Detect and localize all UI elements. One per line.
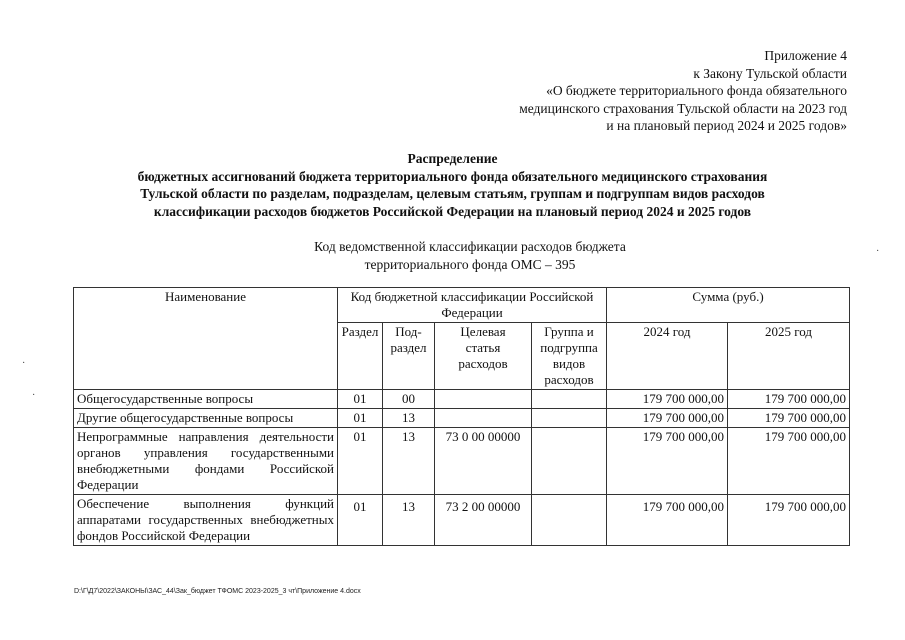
header-group: Группа и подгруппа видов расходов bbox=[532, 323, 607, 390]
appendix-line: медицинского страхования Тульской области на 2023 год bbox=[519, 100, 847, 116]
header-sum: Сумма (руб.) bbox=[607, 288, 850, 323]
table-row bbox=[74, 428, 850, 495]
title-line: Распределение bbox=[407, 151, 498, 166]
title-line: Тульской области по разделам, подразделам, целевым статьям, группам и подгруппам видов расходов bbox=[140, 186, 765, 201]
document-title bbox=[0, 150, 905, 220]
header-classification: Код бюджетной классификации Российской Федерации bbox=[338, 288, 607, 323]
table-header-row bbox=[74, 288, 850, 323]
row-amount-2025: 179 700 000,00 bbox=[728, 390, 850, 409]
row-group bbox=[532, 495, 607, 546]
row-name: Непрограммные направления деятельности органов управления государственными внебюджетными фондами Российской Федерации bbox=[74, 428, 338, 495]
row-target: 73 2 00 00000 bbox=[435, 495, 532, 546]
scan-speck: · bbox=[876, 246, 880, 257]
header-target: Целевая статья расходов bbox=[435, 323, 532, 390]
row-target bbox=[435, 390, 532, 409]
row-name: Общегосударственные вопросы bbox=[74, 390, 338, 409]
table-row bbox=[74, 390, 850, 409]
appendix-line: Приложение 4 bbox=[764, 48, 847, 63]
row-target bbox=[435, 409, 532, 428]
row-section: 01 bbox=[338, 495, 383, 546]
row-subsection: 13 bbox=[383, 495, 435, 546]
header-2024: 2024 год bbox=[607, 323, 728, 390]
row-subsection: 13 bbox=[383, 409, 435, 428]
department-code bbox=[0, 238, 905, 273]
row-target: 73 0 00 00000 bbox=[435, 428, 532, 495]
budget-table bbox=[73, 287, 850, 546]
scan-speck: · bbox=[32, 390, 36, 401]
row-section: 01 bbox=[338, 390, 383, 409]
department-code-line: Код ведомственной классификации расходов бюджета bbox=[314, 239, 626, 254]
row-section: 01 bbox=[338, 409, 383, 428]
header-section: Раздел bbox=[338, 323, 383, 390]
row-name: Обеспечение выполнения функций аппаратами государственных внебюджетных фондов Российской Федерации bbox=[74, 495, 338, 546]
row-amount-2024: 179 700 000,00 bbox=[607, 390, 728, 409]
row-amount-2025: 179 700 000,00 bbox=[728, 428, 850, 495]
row-amount-2024: 179 700 000,00 bbox=[607, 495, 728, 546]
header-name: Наименование bbox=[74, 288, 338, 390]
header-2025: 2025 год bbox=[728, 323, 850, 390]
row-amount-2024: 179 700 000,00 bbox=[607, 428, 728, 495]
file-path-footer: D:\Г\Д7\2022\ЗАКОНЫ\ЗАС_44\Зак_бюджет ТФОМС 2023-2025_3 чт\Приложение 4.docx bbox=[74, 588, 361, 595]
row-group bbox=[532, 428, 607, 495]
appendix-line: к Закону Тульской области bbox=[693, 65, 847, 81]
scan-speck: · bbox=[22, 358, 26, 369]
appendix-heading bbox=[519, 47, 847, 135]
row-group bbox=[532, 390, 607, 409]
row-subsection: 13 bbox=[383, 428, 435, 495]
table-row bbox=[74, 409, 850, 428]
row-amount-2024: 179 700 000,00 bbox=[607, 409, 728, 428]
row-group bbox=[532, 409, 607, 428]
row-subsection: 00 bbox=[383, 390, 435, 409]
title-line: бюджетных ассигнований бюджета территориального фонда обязательного медицинского страхования bbox=[137, 168, 768, 184]
title-line: классификации расходов бюджетов Российской Федерации на плановый период 2024 и 2025 годов bbox=[153, 203, 752, 219]
appendix-line: «О бюджете территориального фонда обязательного bbox=[546, 83, 847, 98]
row-amount-2025: 179 700 000,00 bbox=[728, 495, 850, 546]
row-section: 01 bbox=[338, 428, 383, 495]
row-amount-2025: 179 700 000,00 bbox=[728, 409, 850, 428]
row-name: Другие общегосударственные вопросы bbox=[74, 409, 338, 428]
header-subsection: Под-раздел bbox=[383, 323, 435, 390]
table-row bbox=[74, 495, 850, 546]
appendix-line: и на плановый период 2024 и 2025 годов» bbox=[606, 118, 847, 133]
department-code-line: территориального фонда ОМС – 395 bbox=[364, 256, 576, 272]
